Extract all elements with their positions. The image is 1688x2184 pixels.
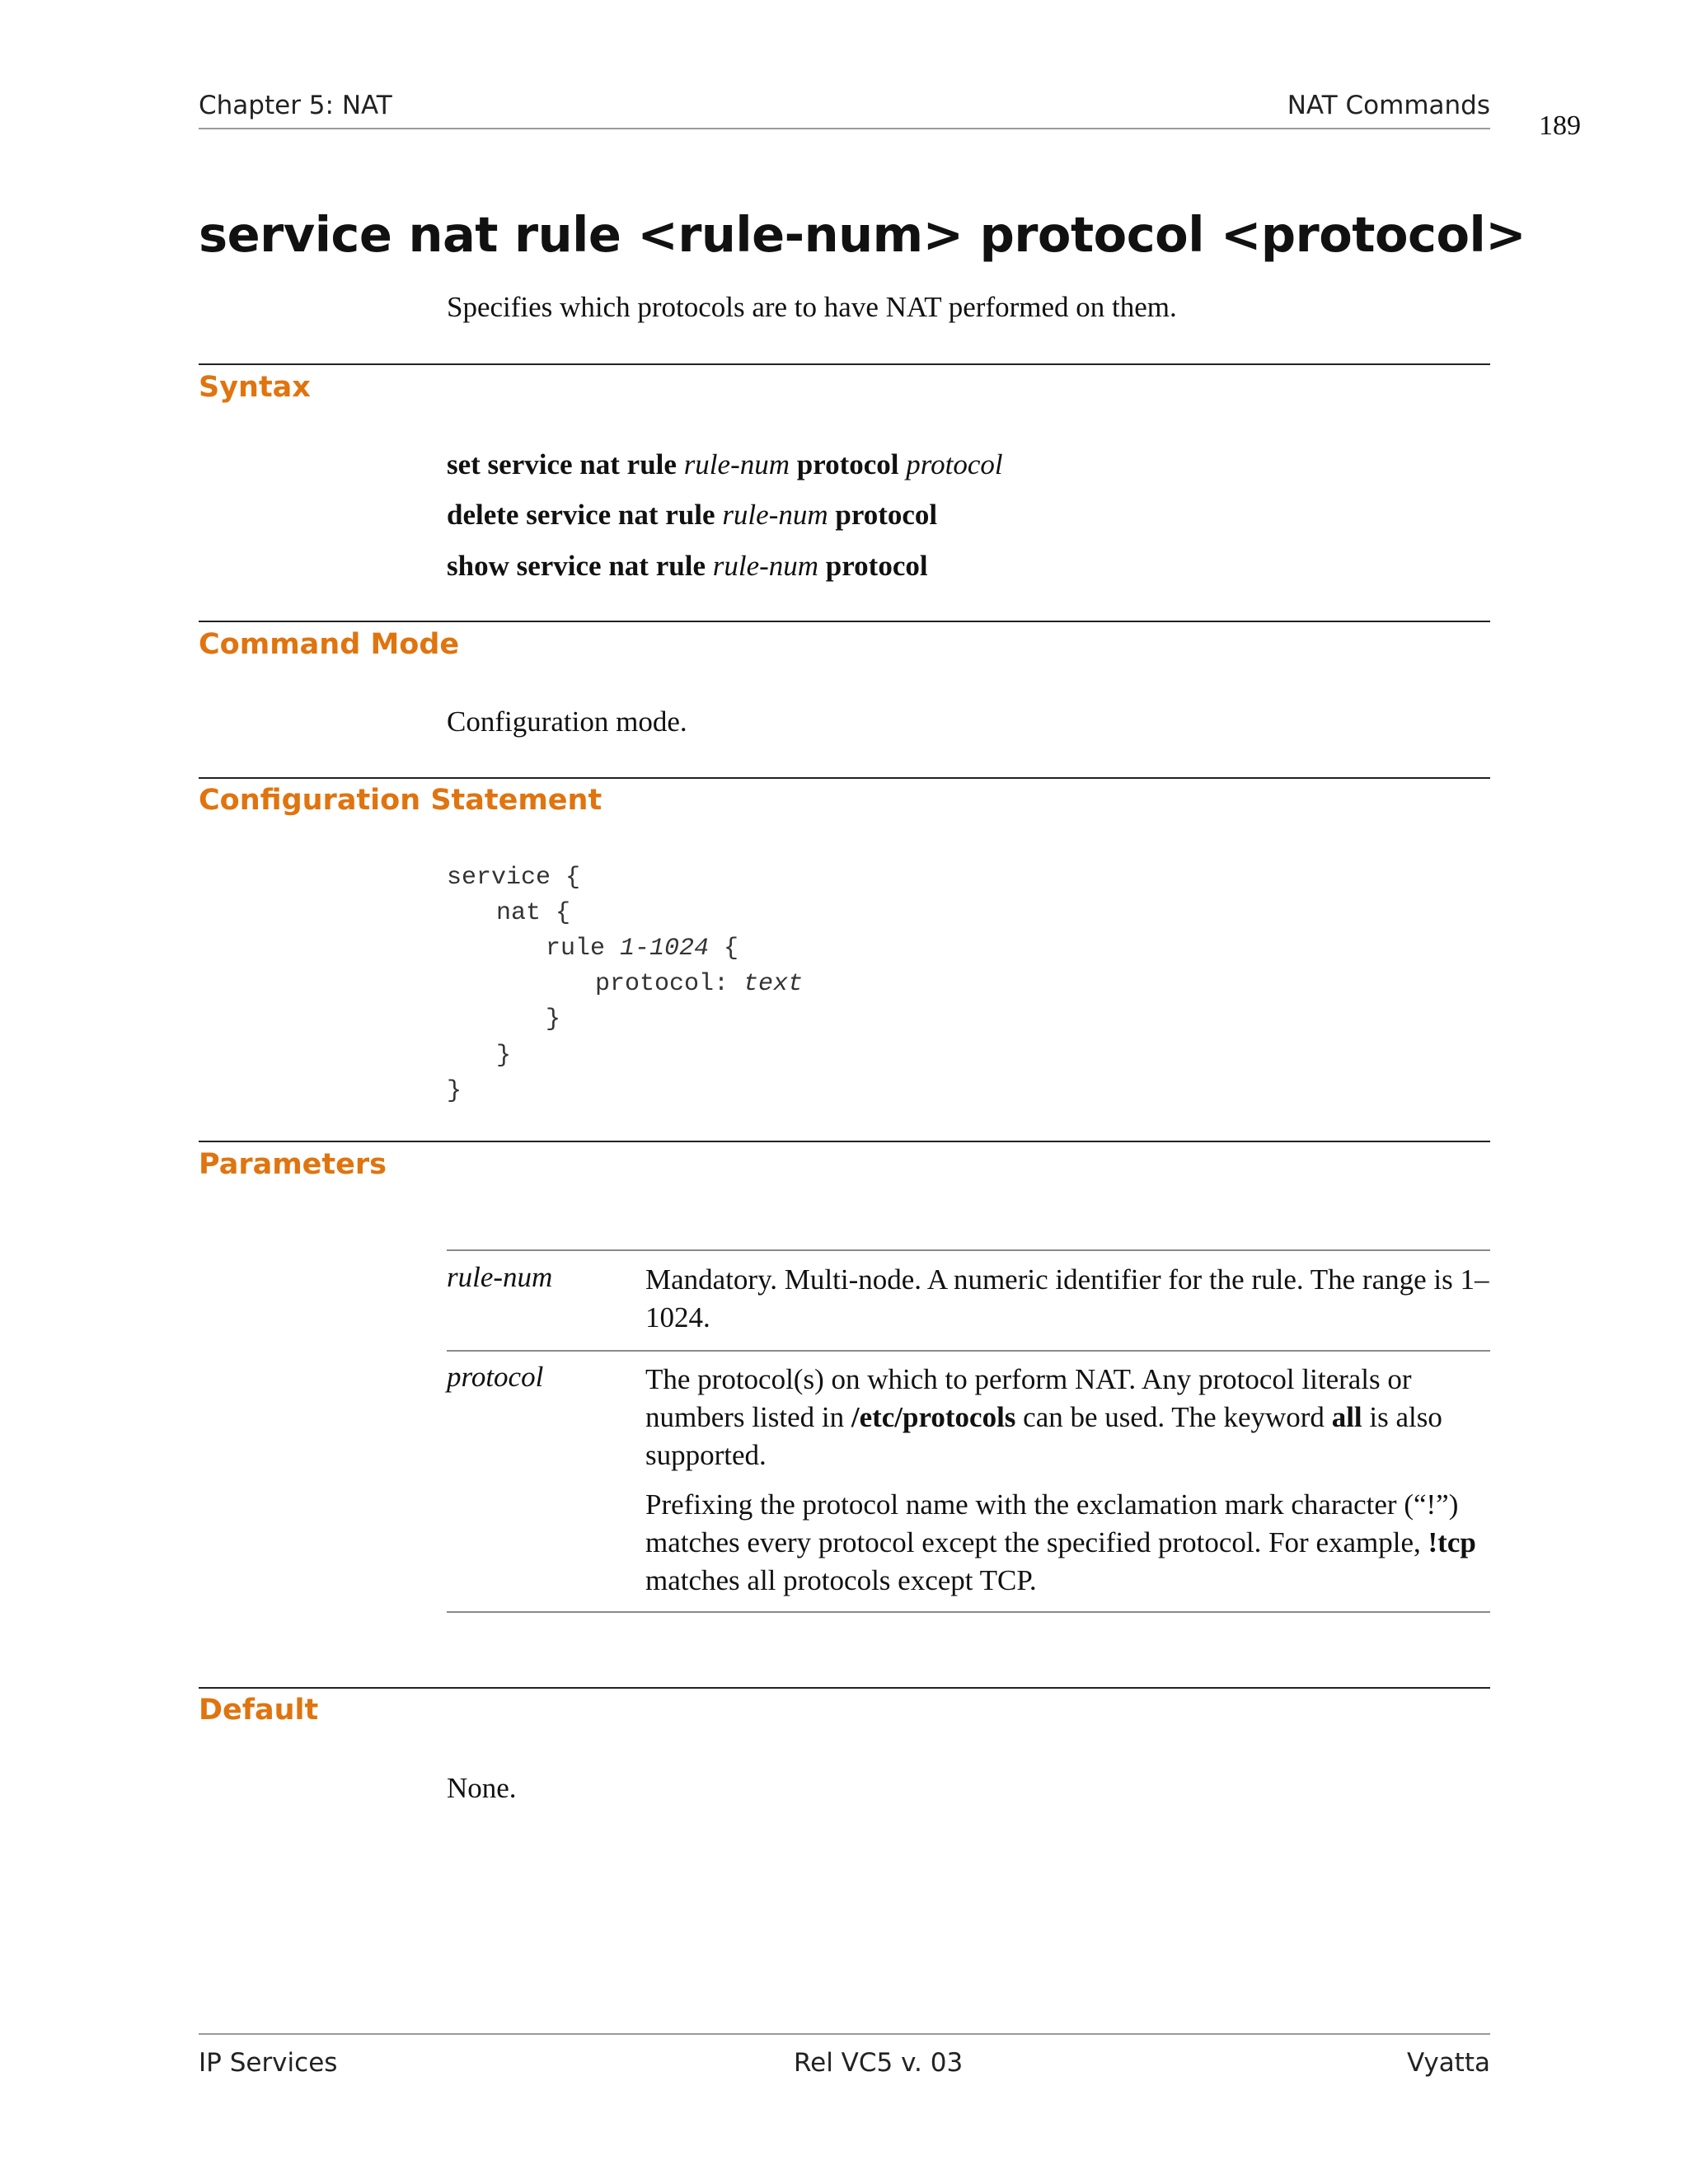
page-number: 189 xyxy=(1539,110,1581,141)
footer-left: IP Services xyxy=(199,2048,338,2078)
command-mode-heading: Command Mode xyxy=(199,628,460,661)
code-line: rule 1-1024 { xyxy=(546,935,739,963)
code-line: protocol: text xyxy=(595,970,804,998)
section-divider xyxy=(199,621,1490,622)
page-title: service nat rule <rule-num> protocol <protocol> xyxy=(199,206,1526,263)
table-rule xyxy=(447,1249,1490,1251)
command-mode-text: Configuration mode. xyxy=(447,705,687,738)
param-desc-paragraph: Prefixing the protocol name with the exclamation mark character (“!”) matches every protocol except the specified protocol. For example, !tcp matches all protocols except TCP. xyxy=(645,1488,1476,1596)
table-rule xyxy=(447,1350,1490,1352)
command-summary: Specifies which protocols are to have NAT performed on them. xyxy=(447,291,1177,323)
section-divider xyxy=(199,1141,1490,1142)
syntax-set-line: set service nat rule rule-num protocol protocol xyxy=(447,448,1003,480)
header-divider xyxy=(199,128,1490,129)
param-desc-rule-num: Mandatory. Multi-node. A numeric identifier for the rule. The range is 1–1024. xyxy=(645,1263,1489,1333)
default-heading: Default xyxy=(199,1694,319,1727)
syntax-delete-line: delete service nat rule rule-num protocol xyxy=(447,499,938,531)
param-name-protocol: protocol xyxy=(447,1361,544,1393)
syntax-heading: Syntax xyxy=(199,371,311,404)
code-line: nat { xyxy=(496,899,571,927)
code-line: service { xyxy=(447,864,581,892)
running-header-section: NAT Commands xyxy=(1287,91,1490,120)
footer-right: Vyatta xyxy=(1406,2048,1490,2078)
configuration-statement-heading: Configuration Statement xyxy=(199,784,603,817)
param-name-rule-num: rule-num xyxy=(447,1261,553,1293)
code-line: } xyxy=(546,1005,561,1033)
section-divider xyxy=(199,1687,1490,1689)
running-header-chapter: Chapter 5: NAT xyxy=(199,91,392,120)
syntax-show-line: show service nat rule rule-num protocol xyxy=(447,550,928,582)
parameters-heading: Parameters xyxy=(199,1148,387,1181)
section-divider xyxy=(199,363,1490,365)
code-line: } xyxy=(496,1042,512,1070)
param-desc-paragraph: The protocol(s) on which to perform NAT. Any protocol literals or numbers listed in /etc/protocols can be used. The keyword all is also supported. xyxy=(645,1363,1442,1471)
default-text: None. xyxy=(447,1772,517,1804)
param-desc-protocol xyxy=(645,1361,1490,1600)
footer-center: Rel VC5 v. 03 xyxy=(794,2048,964,2078)
code-line: } xyxy=(447,1077,462,1105)
footer-divider xyxy=(199,2033,1490,2035)
section-divider xyxy=(199,777,1490,779)
table-rule xyxy=(447,1611,1490,1613)
